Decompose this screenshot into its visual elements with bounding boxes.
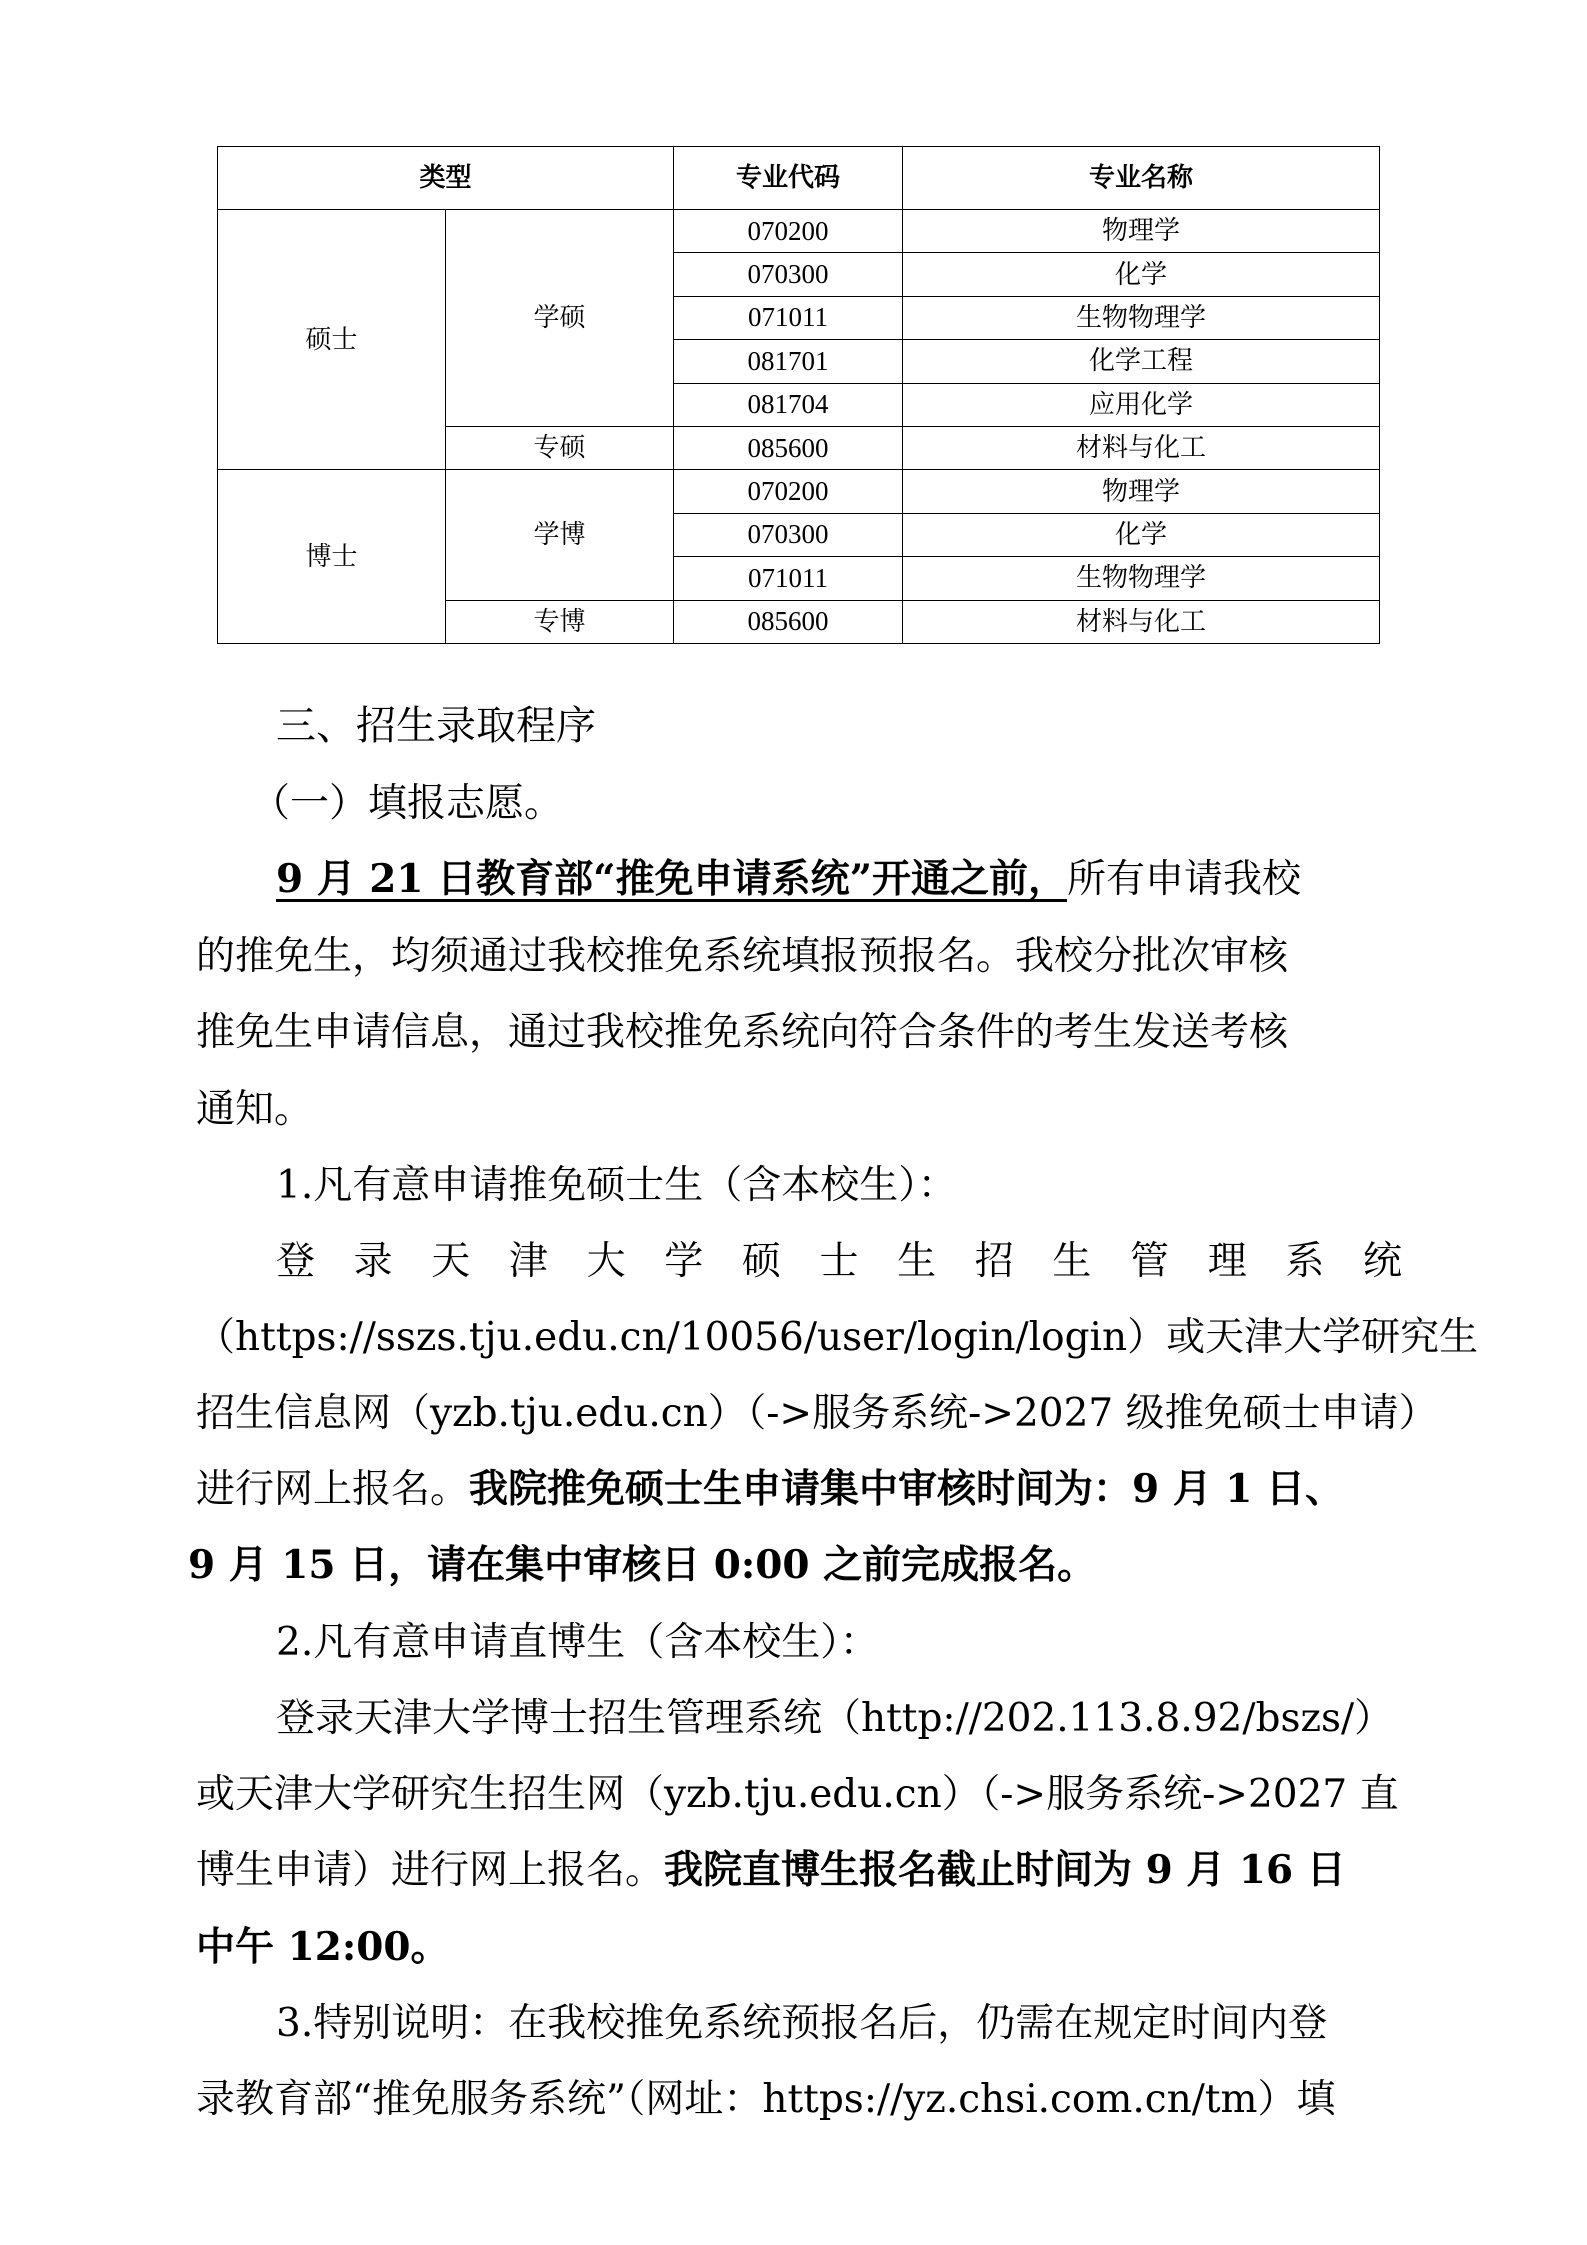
char: 理: [1207, 1239, 1247, 1284]
group-doctor: 博士: [218, 470, 446, 644]
item-1-line-2: （https://sszs.tju.edu.cn/10056/user/login/login）或天津大学研究生: [196, 1315, 1479, 1360]
major-name: 物理学: [903, 210, 1380, 253]
paragraph-1-line-1: [276, 856, 1302, 902]
item-3-line-1: 3.特别说明：在我校推免系统预报名后，仍需在规定时间内登: [276, 2001, 1328, 2046]
table-row: [218, 210, 1380, 253]
char: 天: [431, 1239, 471, 1284]
major-code: 085600: [674, 426, 903, 469]
major-code: 085600: [674, 600, 903, 643]
major-code: 071011: [674, 557, 903, 600]
item-2-line-2: 或天津大学研究生招生网（yzb.tju.edu.cn）（->服务系统->2027 直: [196, 1772, 1399, 1817]
majors-table: [217, 146, 1380, 644]
char: 系: [1285, 1239, 1325, 1284]
major-code: 070200: [674, 210, 903, 253]
major-code: 071011: [674, 296, 903, 339]
char: 招: [974, 1239, 1014, 1284]
section-heading: 三、招生录取程序: [276, 703, 596, 749]
char: 生: [1052, 1239, 1092, 1284]
char: 硕: [741, 1239, 781, 1284]
major-name: 生物物理学: [903, 557, 1380, 600]
major-name: 材料与化工: [903, 600, 1380, 643]
major-name: 材料与化工: [903, 426, 1380, 469]
item-2-title: 2.凡有意申请直博生（含本校生）：: [276, 1620, 879, 1665]
item-1-line-4-normal: 进行网上报名。: [196, 1467, 470, 1512]
review-schedule-emphasis: 我院推免硕士生申请集中审核时间为：9 月 1 日、: [469, 1466, 1345, 1512]
major-code: 070200: [674, 470, 903, 513]
major-code: 070300: [674, 513, 903, 556]
char: 学: [664, 1239, 704, 1284]
char: 管: [1130, 1239, 1170, 1284]
group-master: 硕士: [218, 210, 446, 470]
major-name: 生物物理学: [903, 296, 1380, 339]
paragraph-1-rest: 所有申请我校: [1067, 857, 1302, 902]
subsection-heading: （一）填报志愿。: [251, 781, 564, 826]
item-3-line-2: 录教育部“推免服务系统”（网址：https://yz.chsi.com.cn/tm）填: [196, 2077, 1336, 2122]
group-professional-master: 专硕: [446, 426, 674, 469]
table-row: [218, 470, 1380, 513]
major-name: 化学工程: [903, 340, 1380, 383]
paragraph-1-line-3: 推免生申请信息，通过我校推免系统向符合条件的考生发送考核: [196, 1010, 1289, 1055]
deadline-emphasis: 9 月 21 日教育部“推免申请系统”开通之前，: [276, 856, 1068, 902]
item-2-line-1: 登录天津大学博士招生管理系统（http://202.113.8.92/bszs/）: [276, 1696, 1394, 1741]
item-1-line-3: 招生信息网（yzb.tju.edu.cn）（->服务系统->2027 级推免硕士申请）: [196, 1391, 1438, 1436]
header-name: 专业名称: [903, 147, 1380, 210]
char: 大: [586, 1239, 626, 1284]
paragraph-1-line-4: 通知。: [196, 1087, 314, 1132]
header-type: 类型: [218, 147, 674, 210]
major-code: 070300: [674, 253, 903, 296]
char: 统: [1362, 1239, 1402, 1284]
item-1-line-5: 9 月 15 日，请在集中审核日 0:00 之前完成报名。: [188, 1542, 1097, 1588]
item-2-line-3-normal: 博生申请）进行网上报名。: [196, 1848, 665, 1893]
major-code: 081701: [674, 340, 903, 383]
group-academic-master: 学硕: [446, 210, 674, 427]
char: 录: [353, 1239, 393, 1284]
char: 士: [819, 1239, 859, 1284]
item-2-line-3: [196, 1847, 1346, 1893]
major-name: 化学: [903, 513, 1380, 556]
deadline-emphasis: 我院直博生报名截止时间为 9 月 16 日: [664, 1847, 1346, 1893]
item-1-title: 1.凡有意申请推免硕士生（含本校生）：: [276, 1163, 957, 1208]
major-code: 081704: [674, 383, 903, 426]
group-academic-doctor: 学博: [446, 470, 674, 600]
char: 津: [508, 1239, 548, 1284]
group-professional-doctor: 专博: [446, 600, 674, 643]
item-2-line-4: 中午 12:00。: [196, 1924, 450, 1970]
item-1-line-4: [196, 1466, 1345, 1512]
major-name: 应用化学: [903, 383, 1380, 426]
paragraph-1-line-2: 的推免生，均须通过我校推免系统填报预报名。我校分批次审核: [196, 934, 1289, 979]
item-1-line-1: [276, 1239, 1402, 1284]
char: 登: [276, 1239, 316, 1284]
major-name: 化学: [903, 253, 1380, 296]
table-header-row: [218, 147, 1380, 210]
char: 生: [897, 1239, 937, 1284]
major-name: 物理学: [903, 470, 1380, 513]
header-code: 专业代码: [674, 147, 903, 210]
